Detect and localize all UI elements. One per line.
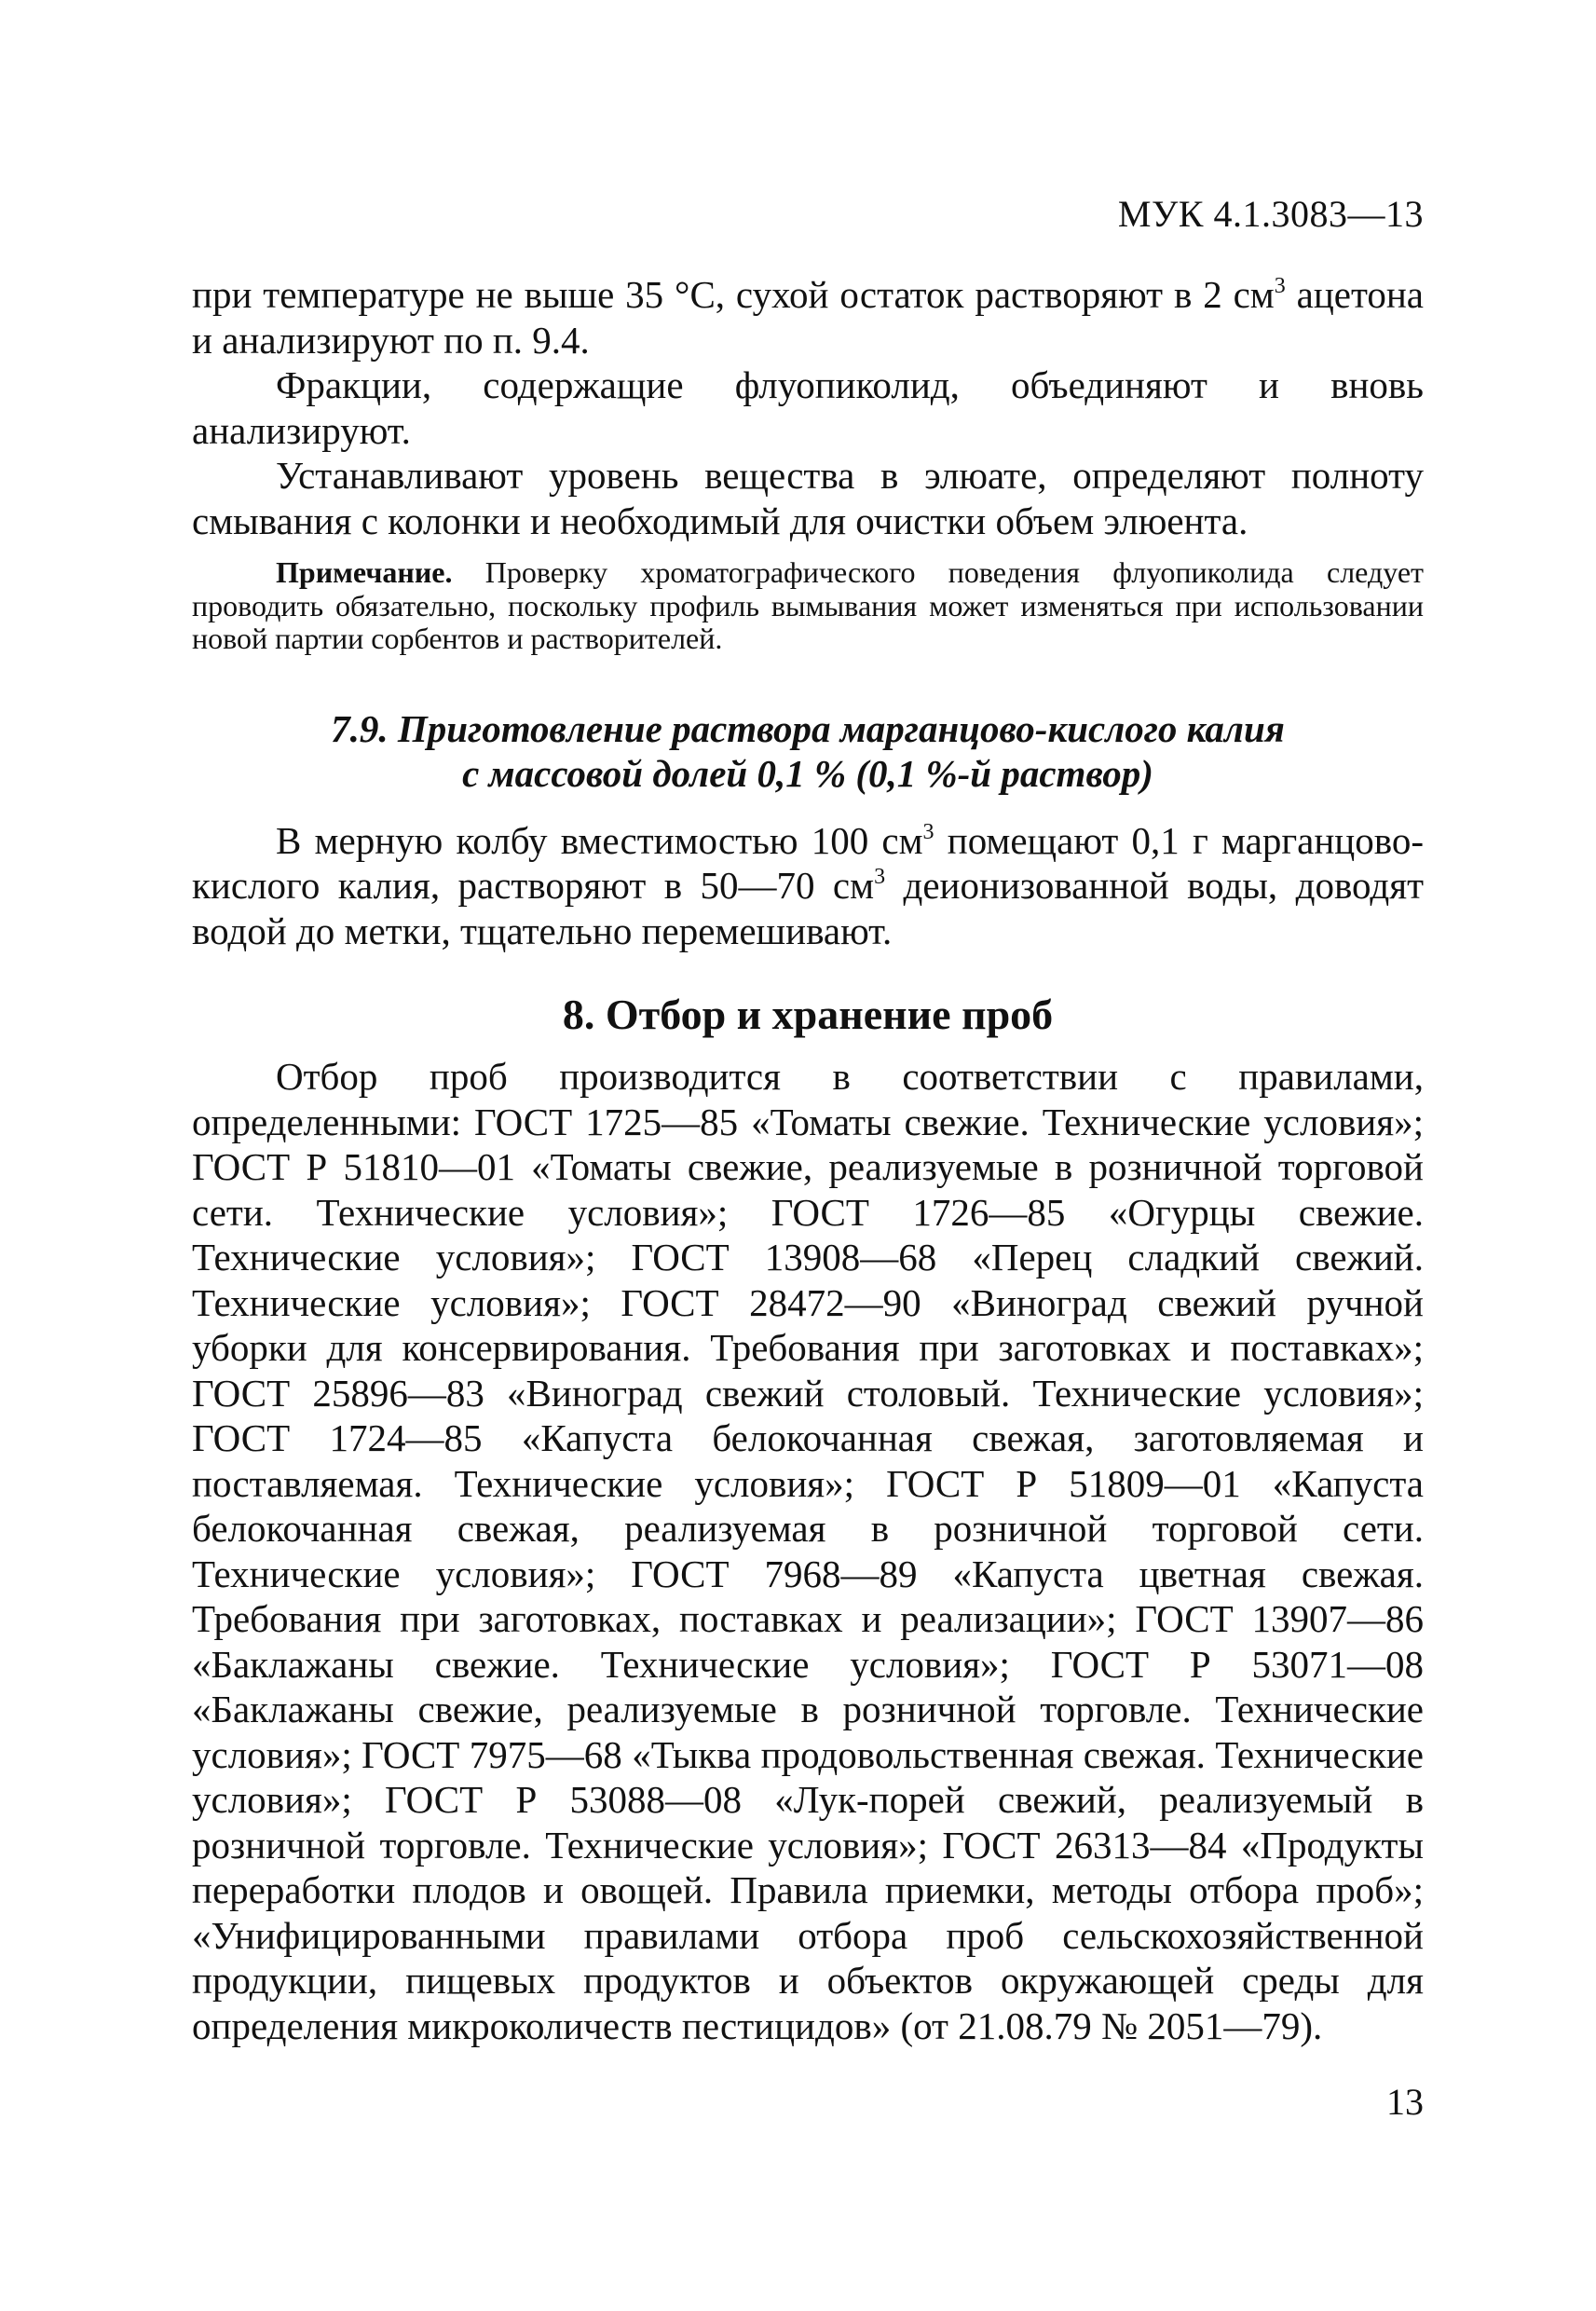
paragraph-eluate-level: Устанавливают уровень вещества в элюате, определяют полноту смывания с колонки и необходимый для очистки объем элюента. [192, 454, 1424, 542]
paragraph-text: В мерную колбу вместимостью 100 см [276, 818, 923, 862]
subsection-title-7-9 [192, 706, 1424, 796]
paragraph-permanganate-solution [192, 818, 1424, 954]
superscript: 3 [922, 819, 934, 844]
paragraph-text: при температуре не выше 35 °С, сухой остаток растворяют в 2 см [192, 273, 1275, 316]
paragraph-drying-residue [192, 272, 1424, 362]
paragraph-text: помещают 0,1 г марганцово-кислого калия, растворяют в 50—70 см [192, 818, 1424, 907]
subsection-title-line-1: 7.9. Приготовление раствора марганцово-кислого калия [331, 706, 1285, 750]
paragraph-sampling: Отбор проб производится в соответствии с правилами, определенными: ГОСТ 1725—85 «Томаты свежие. Технические условия»; ГОСТ Р 51810—01 «Томаты свежие, реализуемые в розничной торговой сети. Технические условия»; ГОСТ 1726—85 «Огурцы свежие. Технические условия»; ГОСТ 13908—68 «Перец сладкий свежий. Технические условия»; ГОСТ 28472—90 «Виноград свежий ручной уборки для консервирования. Требования при заготовках и поставках»; ГОСТ 25896—83 «Виноград свежий столовый. Технические условия»; ГОСТ 1724—85 «Капуста белокочанная свежая, заготовляемая и поставляемая. Технические условия»; ГОСТ Р 51809—01 «Капуста белокочанная свежая, реализуемая в розничной торговой сети. Технические условия»; ГОСТ 7968—89 «Капуста цветная свежая. Требования при заготовках, поставках и реализации»; ГОСТ 13907—86 «Баклажаны свежие. Технические условия»; ГОСТ Р 53071—08 «Баклажаны свежие, реализуемые в розничной торговле. Технические условия»; ГОСТ 7975—68 «Тыква продовольственная свежая. Технические условия»; ГОСТ Р 53088—08 «Лук-порей свежий, реализуемый в розничной торговле. Технические условия»; ГОСТ 26313—84 «Продукты переработки плодов и овощей. Правила приемки, методы отбора проб»; «Унифицированными правилами отбора проб сельскохозяйственной продукции, пищевых продуктов и объектов окружающей среды для определения микроколичеств пестицидов» (от 21.08.79 № 2051—79). [192, 1055, 1424, 2047]
note-label: Примечание. [276, 555, 453, 589]
note-text: Проверку хроматографического поведения флуопиколида следует проводить обязательно, поскольку профиль вымывания может изменяться при использовании новой партии сорбентов и растворителей. [192, 555, 1424, 655]
section-title-8: 8. Отбор и хранение проб [562, 991, 1054, 1038]
paragraph-text: ацетона и анализируют по п. 9.4. [192, 273, 1424, 362]
document-code: МУК 4.1.3083—13 [1117, 193, 1424, 235]
note [192, 556, 1424, 656]
subsection-title-line-2: с массовой долей 0,1 % (0,1 %-й раствор) [462, 751, 1153, 795]
paragraph-fractions: Фракции, содержащие флуопиколид, объединяют и вновь анализируют. [192, 363, 1424, 452]
page-number: 13 [1386, 2081, 1424, 2123]
superscript: 3 [874, 865, 886, 889]
page-content [192, 272, 1424, 2048]
paragraph-text: деионизованной воды, доводят водой до метки, тщательно перемешивают. [192, 864, 1424, 952]
superscript: 3 [1274, 274, 1286, 298]
